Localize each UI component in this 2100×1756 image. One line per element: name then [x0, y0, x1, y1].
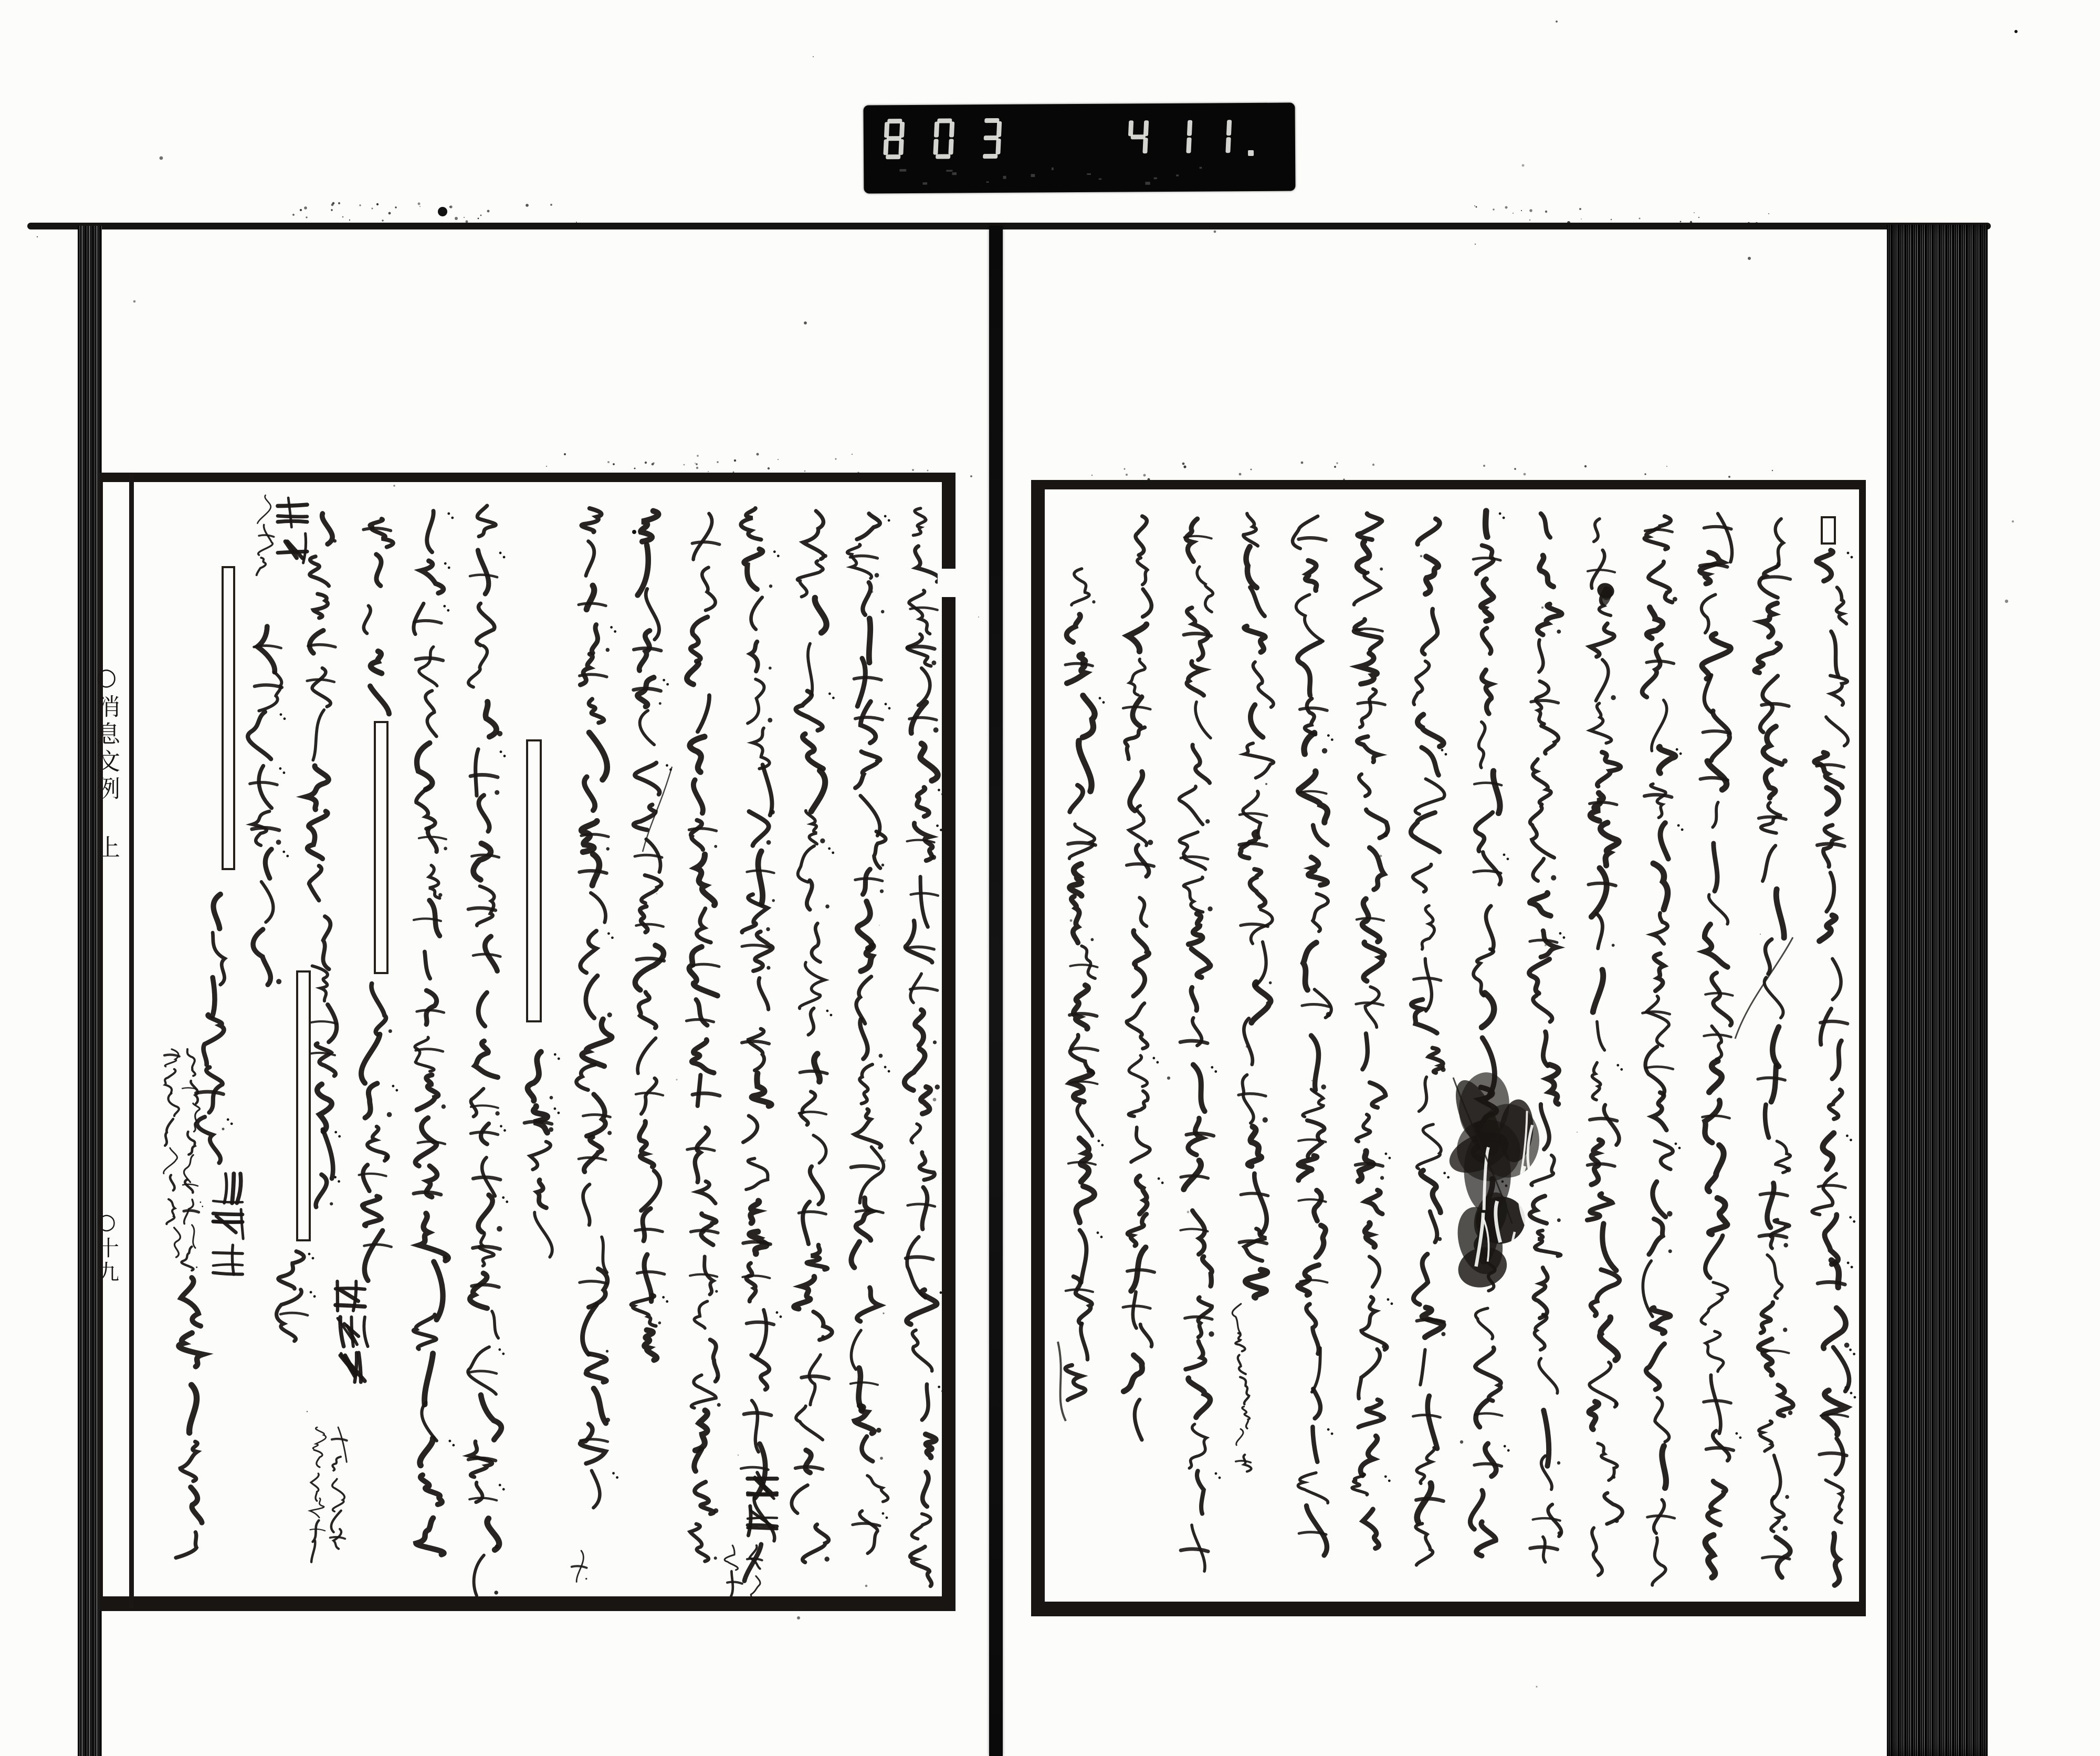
running-title: ○消息文例 上	[92, 663, 120, 862]
folio-number: ○十九	[94, 1209, 119, 1285]
right-fore-edge-pages	[1887, 225, 1988, 1756]
seven-segment-digit	[1225, 120, 1232, 153]
seven-segment-digit	[1186, 120, 1192, 153]
seven-segment-digit	[1127, 120, 1149, 153]
seven-segment-digit	[983, 118, 1002, 159]
decimal-point	[1248, 150, 1254, 156]
right-page-text-frame	[1031, 480, 1866, 1616]
page-top-edge-line	[27, 223, 1991, 229]
seven-segment-digit	[883, 119, 905, 159]
counter-digits	[863, 102, 1295, 193]
left-gutter-shadow	[78, 226, 102, 1756]
seven-segment-digit	[933, 118, 955, 159]
title-column-divider	[129, 474, 134, 1608]
center-binding-fold	[989, 226, 1003, 1756]
left-page-text-frame	[100, 473, 956, 1611]
film-frame-counter	[863, 102, 1295, 193]
